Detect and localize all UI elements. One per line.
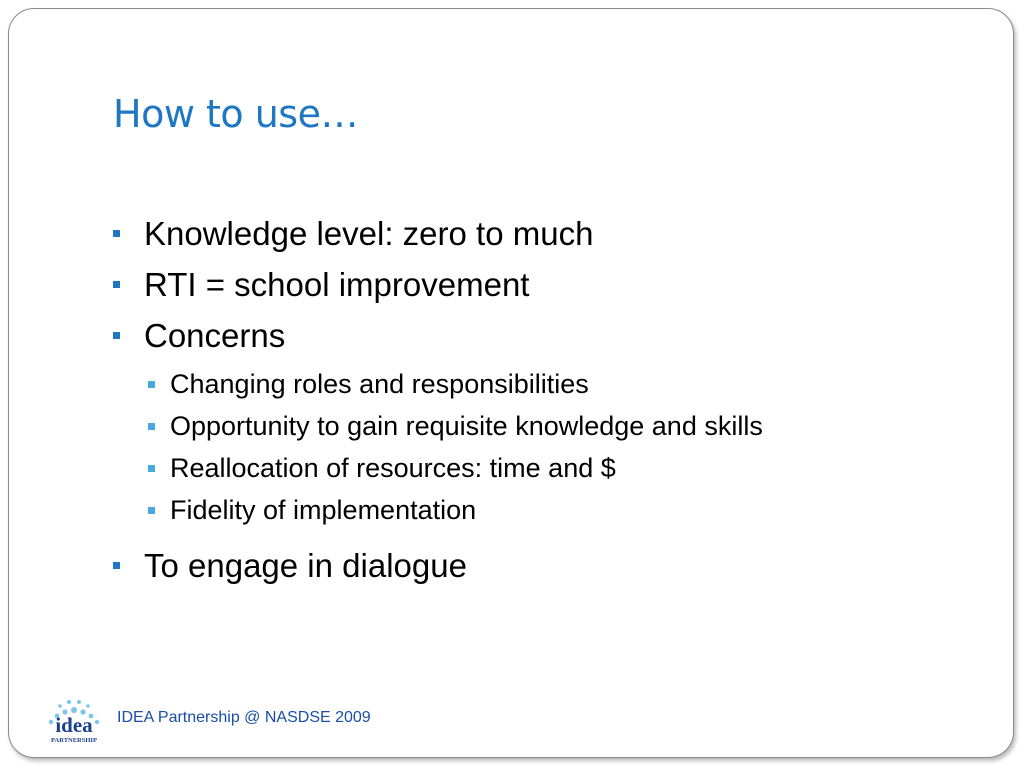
square-bullet-icon [148,381,155,388]
bullet-text: RTI = school improvement [144,265,530,303]
bullet-text: Knowledge level: zero to much [144,214,594,252]
sub-bullet-text: Fidelity of implementation [170,494,477,525]
logo-wordmark: idea [55,713,93,737]
slide-title: How to use… [113,92,358,136]
square-bullet-icon [148,507,155,514]
sub-bullet-item [113,405,763,447]
sub-bullet-text: Opportunity to gain requisite knowledge and skills [170,410,763,441]
square-bullet-icon [148,465,155,472]
logo-subtitle: PARTNERSHIP [51,737,97,744]
footer [35,696,371,746]
square-bullet-icon [113,281,120,288]
footer-text: IDEA Partnership @ NASDSE 2009 [117,709,371,726]
bullet-item [113,540,763,591]
square-bullet-icon [113,332,120,339]
sub-bullet-item [113,363,763,405]
bullet-item [113,310,763,361]
sub-bullet-item [113,489,763,531]
sub-bullet-text: Reallocation of resources: time and $ [170,452,616,483]
idea-partnership-logo [35,696,113,746]
bullet-item [113,259,763,310]
bullet-list [113,208,763,591]
square-bullet-icon [113,230,120,237]
bullet-text: To engage in dialogue [144,546,467,584]
sub-bullet-text: Changing roles and responsibilities [170,368,589,399]
sub-bullet-item [113,447,763,489]
square-bullet-icon [148,423,155,430]
square-bullet-icon [113,562,120,569]
bullet-text: Concerns [144,316,286,354]
bullet-item [113,208,763,259]
